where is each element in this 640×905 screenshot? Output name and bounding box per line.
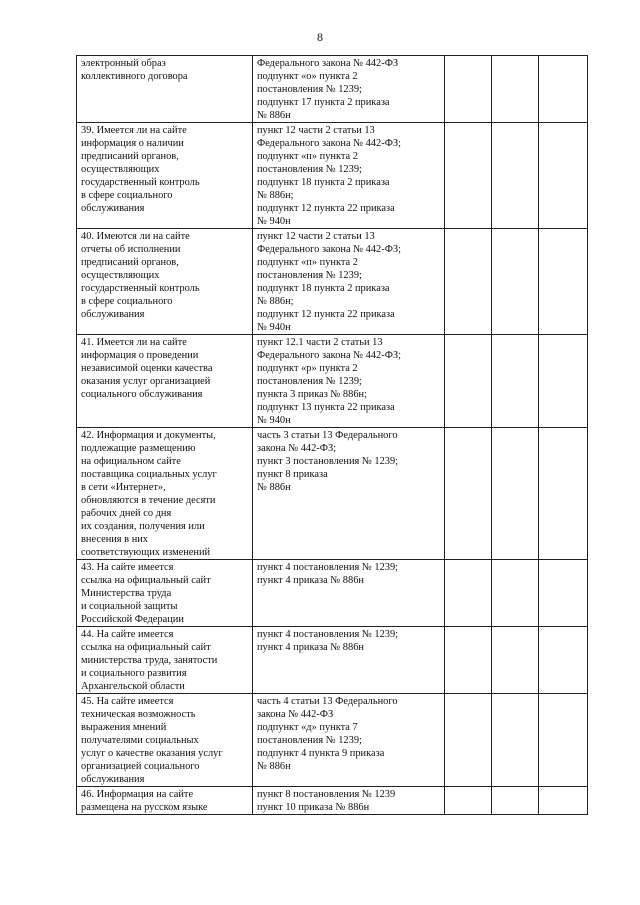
empty-answer-cell <box>445 694 492 787</box>
criterion-line: ссылка на официальный сайт <box>81 575 211 586</box>
criterion-line: обновляются в течение десяти <box>81 495 216 506</box>
legal-basis-line: пункта 3 приказ № 886н; <box>257 389 367 400</box>
criterion-line: социального обслуживания <box>81 389 203 400</box>
page-number: 8 <box>317 30 323 44</box>
criterion-line: 45. На сайте имеется <box>81 696 174 707</box>
legal-basis-line: подпункт 12 пункта 22 приказа <box>257 309 395 320</box>
legal-basis-line: пункт 8 постановления № 1239 <box>257 789 396 800</box>
legal-basis-line: постановления № 1239; <box>257 164 362 175</box>
criterion-line: и социальной защиты <box>81 601 178 612</box>
legal-basis-line: пункт 12 части 2 статьи 13 <box>257 125 375 136</box>
criterion-line: ссылка на официальный сайт <box>81 642 211 653</box>
criterion-line: размещена на русском языке <box>81 802 208 813</box>
legal-basis-line: постановления № 1239; <box>257 270 362 281</box>
criterion-line: обслуживания <box>81 309 145 320</box>
legal-basis-line: пункт 12.1 части 2 статьи 13 <box>257 337 383 348</box>
legal-basis-line: № 886н <box>257 761 291 772</box>
empty-answer-cell <box>445 428 492 560</box>
criterion-line: независимой оценки качества <box>81 363 213 374</box>
legal-basis-line: подпункт 12 пункта 22 приказа <box>257 203 395 214</box>
criterion-cell <box>77 694 253 787</box>
legal-basis-line: Федерального закона № 442-ФЗ; <box>257 138 402 149</box>
criterion-cell <box>77 787 253 815</box>
criterion-line: коллективного договора <box>81 71 188 82</box>
empty-answer-cell <box>539 428 588 560</box>
criterion-cell <box>77 560 253 627</box>
criterion-line: 42. Информация и документы, <box>81 430 216 441</box>
legal-basis-line: подпункт «р» пункта 2 <box>257 363 358 374</box>
empty-answer-cell <box>492 123 539 229</box>
criterion-line: государственный контроль <box>81 283 200 294</box>
criterion-line: рабочих дней со дня <box>81 508 172 519</box>
legal-basis-cell <box>253 229 445 335</box>
legal-basis-line: № 940н <box>257 216 291 227</box>
legal-basis-line: № 940н <box>257 415 291 426</box>
table-row <box>77 229 588 335</box>
criterion-line: внесения в них <box>81 534 149 545</box>
empty-answer-cell <box>539 56 588 123</box>
legal-basis-line: Федерального закона № 442-ФЗ; <box>257 350 402 361</box>
legal-basis-line: подпункт «д» пункта 7 <box>257 722 358 733</box>
legal-basis-line: часть 4 статьи 13 Федерального <box>257 696 398 707</box>
empty-answer-cell <box>445 787 492 815</box>
legal-basis-line: подпункт 18 пункта 2 приказа <box>257 283 390 294</box>
criterion-line: обслуживания <box>81 774 145 785</box>
criterion-cell <box>77 229 253 335</box>
legal-basis-cell <box>253 123 445 229</box>
empty-answer-cell <box>539 694 588 787</box>
legal-basis-cell <box>253 335 445 428</box>
legal-basis-line: пункт 4 приказа № 886н <box>257 642 364 653</box>
table-row <box>77 335 588 428</box>
criterion-line: отчеты об исполнении <box>81 244 181 255</box>
empty-answer-cell <box>539 787 588 815</box>
criterion-line: обслуживания <box>81 203 145 214</box>
criterion-line: оказания услуг организацией <box>81 376 211 387</box>
legal-basis-line: постановления № 1239; <box>257 735 362 746</box>
table-row <box>77 56 588 123</box>
criterion-line: в сети «Интернет», <box>81 482 166 493</box>
legal-basis-line: пункт 8 приказа <box>257 469 328 480</box>
empty-answer-cell <box>539 627 588 694</box>
criterion-line: на официальном сайте <box>81 456 181 467</box>
legal-basis-cell <box>253 56 445 123</box>
criterion-line: в сфере социального <box>81 296 173 307</box>
legal-basis-line: Федерального закона № 442-ФЗ <box>257 58 399 69</box>
table-row <box>77 123 588 229</box>
legal-basis-line: № 886н <box>257 482 291 493</box>
criterion-line: осуществляющих <box>81 270 160 281</box>
legal-basis-line: постановления № 1239; <box>257 84 362 95</box>
empty-answer-cell <box>492 787 539 815</box>
empty-answer-cell <box>445 56 492 123</box>
empty-answer-cell <box>492 627 539 694</box>
legal-basis-line: подпункт «п» пункта 2 <box>257 257 358 268</box>
empty-answer-cell <box>492 694 539 787</box>
legal-basis-line: подпункт 18 пункта 2 приказа <box>257 177 390 188</box>
empty-answer-cell <box>445 229 492 335</box>
legal-basis-line: подпункт 4 пункта 9 приказа <box>257 748 385 759</box>
legal-basis-line: № 940н <box>257 322 291 333</box>
empty-answer-cell <box>492 560 539 627</box>
empty-answer-cell <box>492 56 539 123</box>
legal-basis-line: Федерального закона № 442-ФЗ; <box>257 244 402 255</box>
criterion-line: их создания, получения или <box>81 521 205 532</box>
legal-basis-line: часть 3 статьи 13 Федерального <box>257 430 398 441</box>
legal-basis-line: подпункт «о» пункта 2 <box>257 71 358 82</box>
legal-basis-line: закона № 442-ФЗ; <box>257 443 337 454</box>
empty-answer-cell <box>539 123 588 229</box>
criterion-cell <box>77 335 253 428</box>
criterion-line: информация о наличии <box>81 138 184 149</box>
legal-basis-cell <box>253 627 445 694</box>
criterion-line: 40. Имеются ли на сайте <box>81 231 190 242</box>
empty-answer-cell <box>492 335 539 428</box>
empty-answer-cell <box>539 229 588 335</box>
criterion-cell <box>77 627 253 694</box>
table-row <box>77 560 588 627</box>
criterion-line: 41. Имеется ли на сайте <box>81 337 187 348</box>
criterion-cell <box>77 123 253 229</box>
legal-basis-line: пункт 10 приказа № 886н <box>257 802 370 813</box>
criterion-line: в сфере социального <box>81 190 173 201</box>
legal-basis-line: постановления № 1239; <box>257 376 362 387</box>
table-row <box>77 428 588 560</box>
table-row <box>77 627 588 694</box>
criterion-cell <box>77 428 253 560</box>
criterion-line: предписаний органов, <box>81 151 179 162</box>
criterion-line: 43. На сайте имеется <box>81 562 174 573</box>
criterion-line: 39. Имеется ли на сайте <box>81 125 187 136</box>
criterion-line: и социального развития <box>81 668 187 679</box>
legal-basis-line: пункт 4 постановления № 1239; <box>257 562 399 573</box>
criterion-line: поставщика социальных услуг <box>81 469 217 480</box>
legal-basis-cell <box>253 694 445 787</box>
empty-answer-cell <box>445 123 492 229</box>
empty-answer-cell <box>445 560 492 627</box>
criterion-line: предписаний органов, <box>81 257 179 268</box>
criterion-line: 44. На сайте имеется <box>81 629 174 640</box>
legal-basis-line: закона № 442-ФЗ <box>257 709 334 720</box>
criterion-line: соответствующих изменений <box>81 547 211 558</box>
legal-basis-line: пункт 12 части 2 статьи 13 <box>257 231 375 242</box>
legal-basis-line: № 886н <box>257 110 291 121</box>
table-row <box>77 694 588 787</box>
legal-basis-line: пункт 4 постановления № 1239; <box>257 629 399 640</box>
empty-answer-cell <box>445 335 492 428</box>
criterion-line: услуг о качестве оказания услуг <box>81 748 223 759</box>
criterion-line: информация о проведении <box>81 350 199 361</box>
criterion-line: государственный контроль <box>81 177 200 188</box>
checklist-table <box>76 55 588 815</box>
table-row <box>77 787 588 815</box>
criterion-line: министерства труда, занятости <box>81 655 218 666</box>
empty-answer-cell <box>539 335 588 428</box>
legal-basis-line: пункт 3 постановления № 1239; <box>257 456 399 467</box>
legal-basis-cell <box>253 428 445 560</box>
empty-answer-cell <box>492 428 539 560</box>
criterion-line: Министерства труда <box>81 588 172 599</box>
legal-basis-cell <box>253 560 445 627</box>
criterion-line: 46. Информация на сайте <box>81 789 194 800</box>
criterion-line: техническая возможность <box>81 709 196 720</box>
criterion-line: подлежащие размещению <box>81 443 196 454</box>
criterion-line: Архангельской области <box>81 681 185 692</box>
criterion-cell <box>77 56 253 123</box>
legal-basis-line: пункт 4 приказа № 886н <box>257 575 364 586</box>
empty-answer-cell <box>539 560 588 627</box>
legal-basis-line: подпункт 17 пункта 2 приказа <box>257 97 390 108</box>
empty-answer-cell <box>492 229 539 335</box>
criterion-line: осуществляющих <box>81 164 160 175</box>
criterion-line: организацией социального <box>81 761 200 772</box>
criterion-line: электронный образ <box>81 58 166 69</box>
legal-basis-line: подпункт «п» пункта 2 <box>257 151 358 162</box>
criterion-line: Российской Федерации <box>81 614 184 625</box>
legal-basis-cell <box>253 787 445 815</box>
legal-basis-line: подпункт 13 пункта 22 приказа <box>257 402 395 413</box>
criterion-line: получателями социальных <box>81 735 199 746</box>
legal-basis-line: № 886н; <box>257 296 294 307</box>
legal-basis-line: № 886н; <box>257 190 294 201</box>
empty-answer-cell <box>445 627 492 694</box>
criterion-line: выражения мнений <box>81 722 167 733</box>
